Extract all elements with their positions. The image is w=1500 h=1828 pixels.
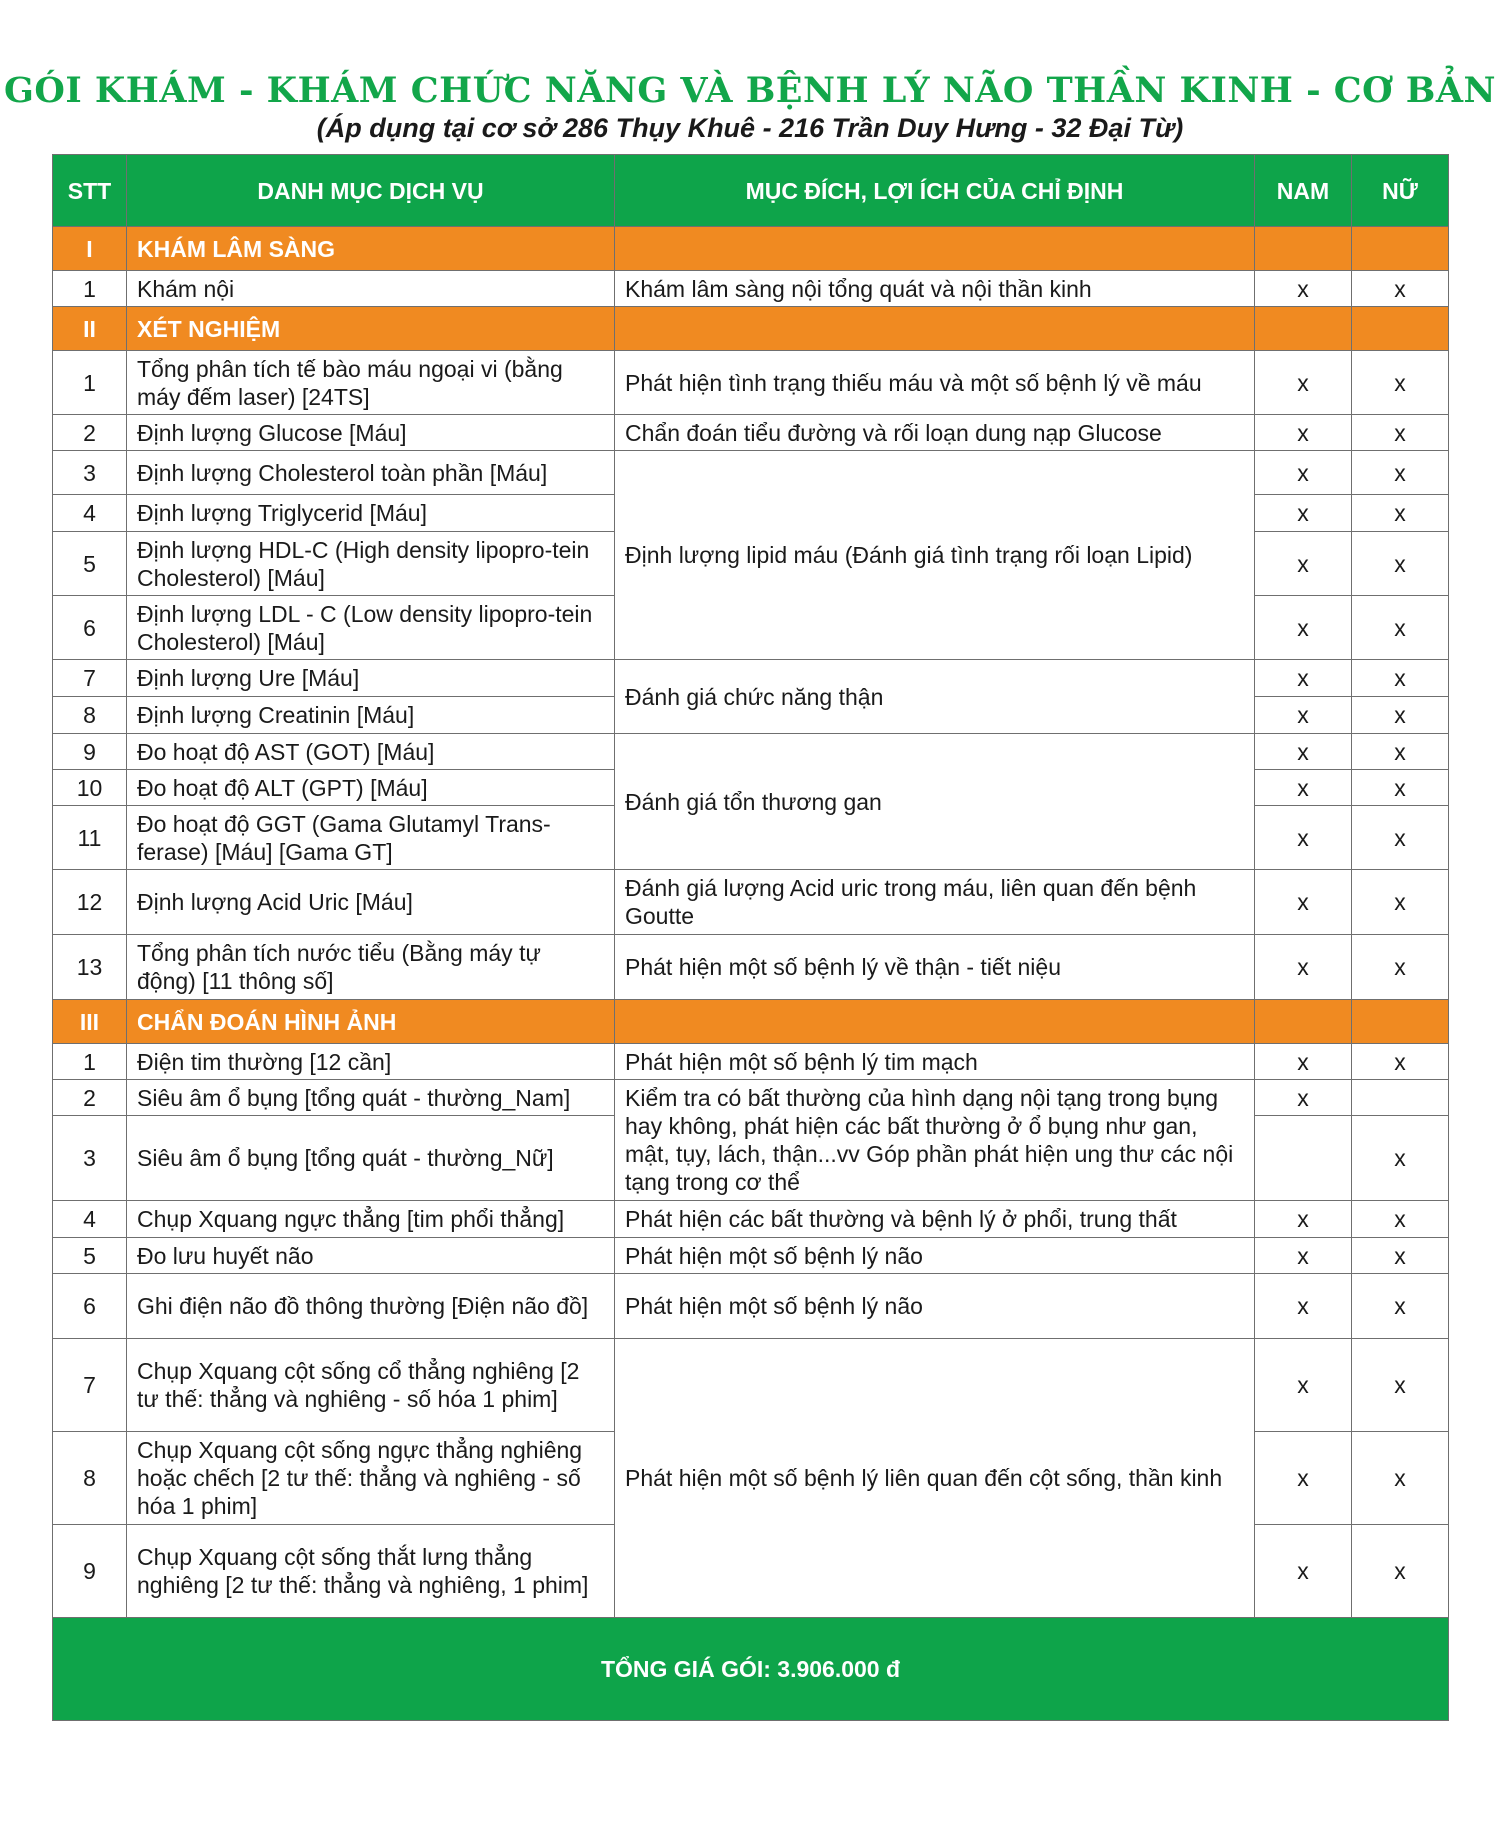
row-purpose: Phát hiện các bất thường và bệnh lý ở phổi, trung thất [615, 1201, 1255, 1238]
row-male-mark: x [1255, 935, 1352, 1000]
section-row [53, 307, 1449, 351]
row-stt: 1 [53, 1044, 127, 1080]
table-row [53, 1274, 1449, 1339]
table-row [53, 734, 1449, 770]
page-subtitle: (Áp dụng tại cơ sở 286 Thụy Khuê - 216 Trần Duy Hưng - 32 Đại Từ) [316, 113, 1184, 143]
row-purpose: Phát hiện một số bệnh lý não [615, 1238, 1255, 1274]
row-service: Định lượng Cholesterol toàn phần [Máu] [127, 451, 615, 495]
row-female-mark: x [1352, 1201, 1449, 1238]
row-service: Tổng phân tích tế bào máu ngoại vi (bằng máy đếm laser) [24TS] [127, 351, 615, 415]
row-service: Khám nội [127, 271, 615, 307]
row-male-mark: x [1255, 1432, 1352, 1525]
row-stt: 5 [53, 532, 127, 596]
section-title: XÉT NGHIỆM [127, 307, 615, 351]
section-title: CHẨN ĐOÁN HÌNH ẢNH [127, 1000, 615, 1044]
row-service: Định lượng LDL - C (Low density lipopro-tein Cholesterol) [Máu] [127, 596, 615, 660]
row-female-mark: x [1352, 1238, 1449, 1274]
row-female-mark: x [1352, 660, 1449, 697]
row-male-mark: x [1255, 1238, 1352, 1274]
row-female-mark: x [1352, 1116, 1449, 1201]
row-male-mark: x [1255, 734, 1352, 770]
row-female-mark: x [1352, 1274, 1449, 1339]
row-stt: 7 [53, 660, 127, 697]
row-female-mark: x [1352, 870, 1449, 935]
row-male-mark: x [1255, 351, 1352, 415]
row-stt: 12 [53, 870, 127, 935]
row-male-mark [1255, 1116, 1352, 1201]
table-row [53, 660, 1449, 697]
row-service: Siêu âm ổ bụng [tổng quát - thường_Nam] [127, 1080, 615, 1116]
row-stt: 4 [53, 495, 127, 532]
table-row [53, 1201, 1449, 1238]
row-female-mark: x [1352, 697, 1449, 734]
row-male-mark: x [1255, 1201, 1352, 1238]
table-header-row [53, 155, 1449, 227]
table-row [53, 351, 1449, 415]
row-service: Định lượng Triglycerid [Máu] [127, 495, 615, 532]
header-stt: STT [53, 155, 127, 227]
row-female-mark: x [1352, 1339, 1449, 1432]
row-stt: 6 [53, 1274, 127, 1339]
row-purpose: Đánh giá lượng Acid uric trong máu, liên quan đến bệnh Goutte [615, 870, 1255, 935]
row-female-mark [1352, 1080, 1449, 1116]
row-female-mark: x [1352, 1044, 1449, 1080]
row-purpose: Phát hiện một số bệnh lý về thận - tiết niệu [615, 935, 1255, 1000]
row-stt: 7 [53, 1339, 127, 1432]
row-male-mark: x [1255, 1044, 1352, 1080]
row-male-mark: x [1255, 697, 1352, 734]
section-number: I [53, 227, 127, 271]
row-male-mark: x [1255, 495, 1352, 532]
row-service: Chụp Xquang cột sống thắt lưng thẳng nghiêng [2 tư thế: thẳng và nghiêng, 1 phim] [127, 1525, 615, 1618]
row-female-mark: x [1352, 415, 1449, 451]
row-stt: 11 [53, 806, 127, 870]
row-purpose: Phát hiện một số bệnh lý tim mạch [615, 1044, 1255, 1080]
row-stt: 3 [53, 1116, 127, 1201]
row-female-mark: x [1352, 935, 1449, 1000]
row-purpose: Chẩn đoán tiểu đường và rối loạn dung nạp Glucose [615, 415, 1255, 451]
table-row [53, 451, 1449, 495]
row-service: Đo hoạt độ GGT (Gama Glutamyl Trans-ferase) [Máu] [Gama GT] [127, 806, 615, 870]
row-stt: 3 [53, 451, 127, 495]
row-stt: 6 [53, 596, 127, 660]
row-service: Định lượng Acid Uric [Máu] [127, 870, 615, 935]
package-table [52, 154, 1449, 1721]
row-male-mark: x [1255, 451, 1352, 495]
row-service: Tổng phân tích nước tiểu (Bằng máy tự động) [11 thông số] [127, 935, 615, 1000]
row-stt: 1 [53, 271, 127, 307]
header-service: DANH MỤC DỊCH VỤ [127, 155, 615, 227]
row-purpose: Đánh giá tổn thương gan [615, 734, 1255, 870]
header-female: NỮ [1352, 155, 1449, 227]
section-number: II [53, 307, 127, 351]
row-female-mark: x [1352, 532, 1449, 596]
row-female-mark: x [1352, 271, 1449, 307]
row-stt: 2 [53, 415, 127, 451]
row-male-mark: x [1255, 660, 1352, 697]
section-row [53, 227, 1449, 271]
row-male-mark: x [1255, 770, 1352, 806]
row-service: Điện tim thường [12 cần] [127, 1044, 615, 1080]
table-row [53, 1238, 1449, 1274]
row-female-mark: x [1352, 806, 1449, 870]
row-purpose: Phát hiện một số bệnh lý não [615, 1274, 1255, 1339]
row-male-mark: x [1255, 415, 1352, 451]
row-male-mark: x [1255, 1274, 1352, 1339]
row-male-mark: x [1255, 870, 1352, 935]
table-row [53, 271, 1449, 307]
total-price: TỔNG GIÁ GÓI: 3.906.000 đ [53, 1618, 1449, 1721]
row-stt: 8 [53, 697, 127, 734]
table-row [53, 1044, 1449, 1080]
table-row [53, 870, 1449, 935]
page-title: GÓI KHÁM - KHÁM CHỨC NĂNG VÀ BỆNH LÝ NÃO THẦN KINH - CƠ BẢN [3, 70, 1497, 111]
row-stt: 13 [53, 935, 127, 1000]
table-row [53, 1339, 1449, 1432]
row-stt: 8 [53, 1432, 127, 1525]
row-service: Chụp Xquang cột sống ngực thẳng nghiêng hoặc chếch [2 tư thế: thẳng và nghiêng - số hóa 1 phim] [127, 1432, 615, 1525]
row-male-mark: x [1255, 806, 1352, 870]
header-purpose: MỤC ĐÍCH, LỢI ÍCH CỦA CHỈ ĐỊNH [615, 155, 1255, 227]
row-service: Định lượng Glucose [Máu] [127, 415, 615, 451]
row-purpose: Kiểm tra có bất thường của hình dạng nội tạng trong bụng hay không, phát hiện các bất thường ở ổ bụng như gan, mật, tụy, lách, thận...vv Góp phần phát hiện ung thư các nội tạng trong cơ thể [615, 1080, 1255, 1201]
table-row [53, 935, 1449, 1000]
row-male-mark: x [1255, 532, 1352, 596]
row-stt: 5 [53, 1238, 127, 1274]
row-service: Đo hoạt độ ALT (GPT) [Máu] [127, 770, 615, 806]
row-female-mark: x [1352, 451, 1449, 495]
row-stt: 9 [53, 1525, 127, 1618]
row-service: Đo hoạt độ AST (GOT) [Máu] [127, 734, 615, 770]
row-stt: 9 [53, 734, 127, 770]
row-purpose: Phát hiện một số bệnh lý liên quan đến cột sống, thần kinh [615, 1339, 1255, 1618]
row-female-mark: x [1352, 351, 1449, 415]
section-row [53, 1000, 1449, 1044]
total-price-row [53, 1618, 1449, 1721]
row-stt: 4 [53, 1201, 127, 1238]
row-service: Ghi điện não đồ thông thường [Điện não đồ] [127, 1274, 615, 1339]
row-male-mark: x [1255, 1080, 1352, 1116]
row-service: Định lượng Ure [Máu] [127, 660, 615, 697]
row-male-mark: x [1255, 596, 1352, 660]
row-service: Chụp Xquang ngực thẳng [tim phổi thẳng] [127, 1201, 615, 1238]
row-male-mark: x [1255, 1339, 1352, 1432]
row-service: Đo lưu huyết não [127, 1238, 615, 1274]
row-service: Siêu âm ổ bụng [tổng quát - thường_Nữ] [127, 1116, 615, 1201]
row-stt: 1 [53, 351, 127, 415]
row-male-mark: x [1255, 271, 1352, 307]
row-male-mark: x [1255, 1525, 1352, 1618]
row-service: Định lượng Creatinin [Máu] [127, 697, 615, 734]
row-service: Chụp Xquang cột sống cổ thẳng nghiêng [2 tư thế: thẳng và nghiêng - số hóa 1 phim] [127, 1339, 615, 1432]
header-male: NAM [1255, 155, 1352, 227]
row-purpose: Phát hiện tình trạng thiếu máu và một số bệnh lý về máu [615, 351, 1255, 415]
table-row [53, 1080, 1449, 1116]
row-female-mark: x [1352, 734, 1449, 770]
row-female-mark: x [1352, 495, 1449, 532]
row-service: Định lượng HDL-C (High density lipopro-tein Cholesterol) [Máu] [127, 532, 615, 596]
row-purpose: Định lượng lipid máu (Đánh giá tình trạng rối loạn Lipid) [615, 451, 1255, 660]
section-title: KHÁM LÂM SÀNG [127, 227, 615, 271]
row-purpose: Đánh giá chức năng thận [615, 660, 1255, 734]
row-stt: 2 [53, 1080, 127, 1116]
row-female-mark: x [1352, 1525, 1449, 1618]
table-row [53, 415, 1449, 451]
row-female-mark: x [1352, 596, 1449, 660]
row-stt: 10 [53, 770, 127, 806]
row-female-mark: x [1352, 1432, 1449, 1525]
row-purpose: Khám lâm sàng nội tổng quát và nội thần kinh [615, 271, 1255, 307]
row-female-mark: x [1352, 770, 1449, 806]
section-number: III [53, 1000, 127, 1044]
